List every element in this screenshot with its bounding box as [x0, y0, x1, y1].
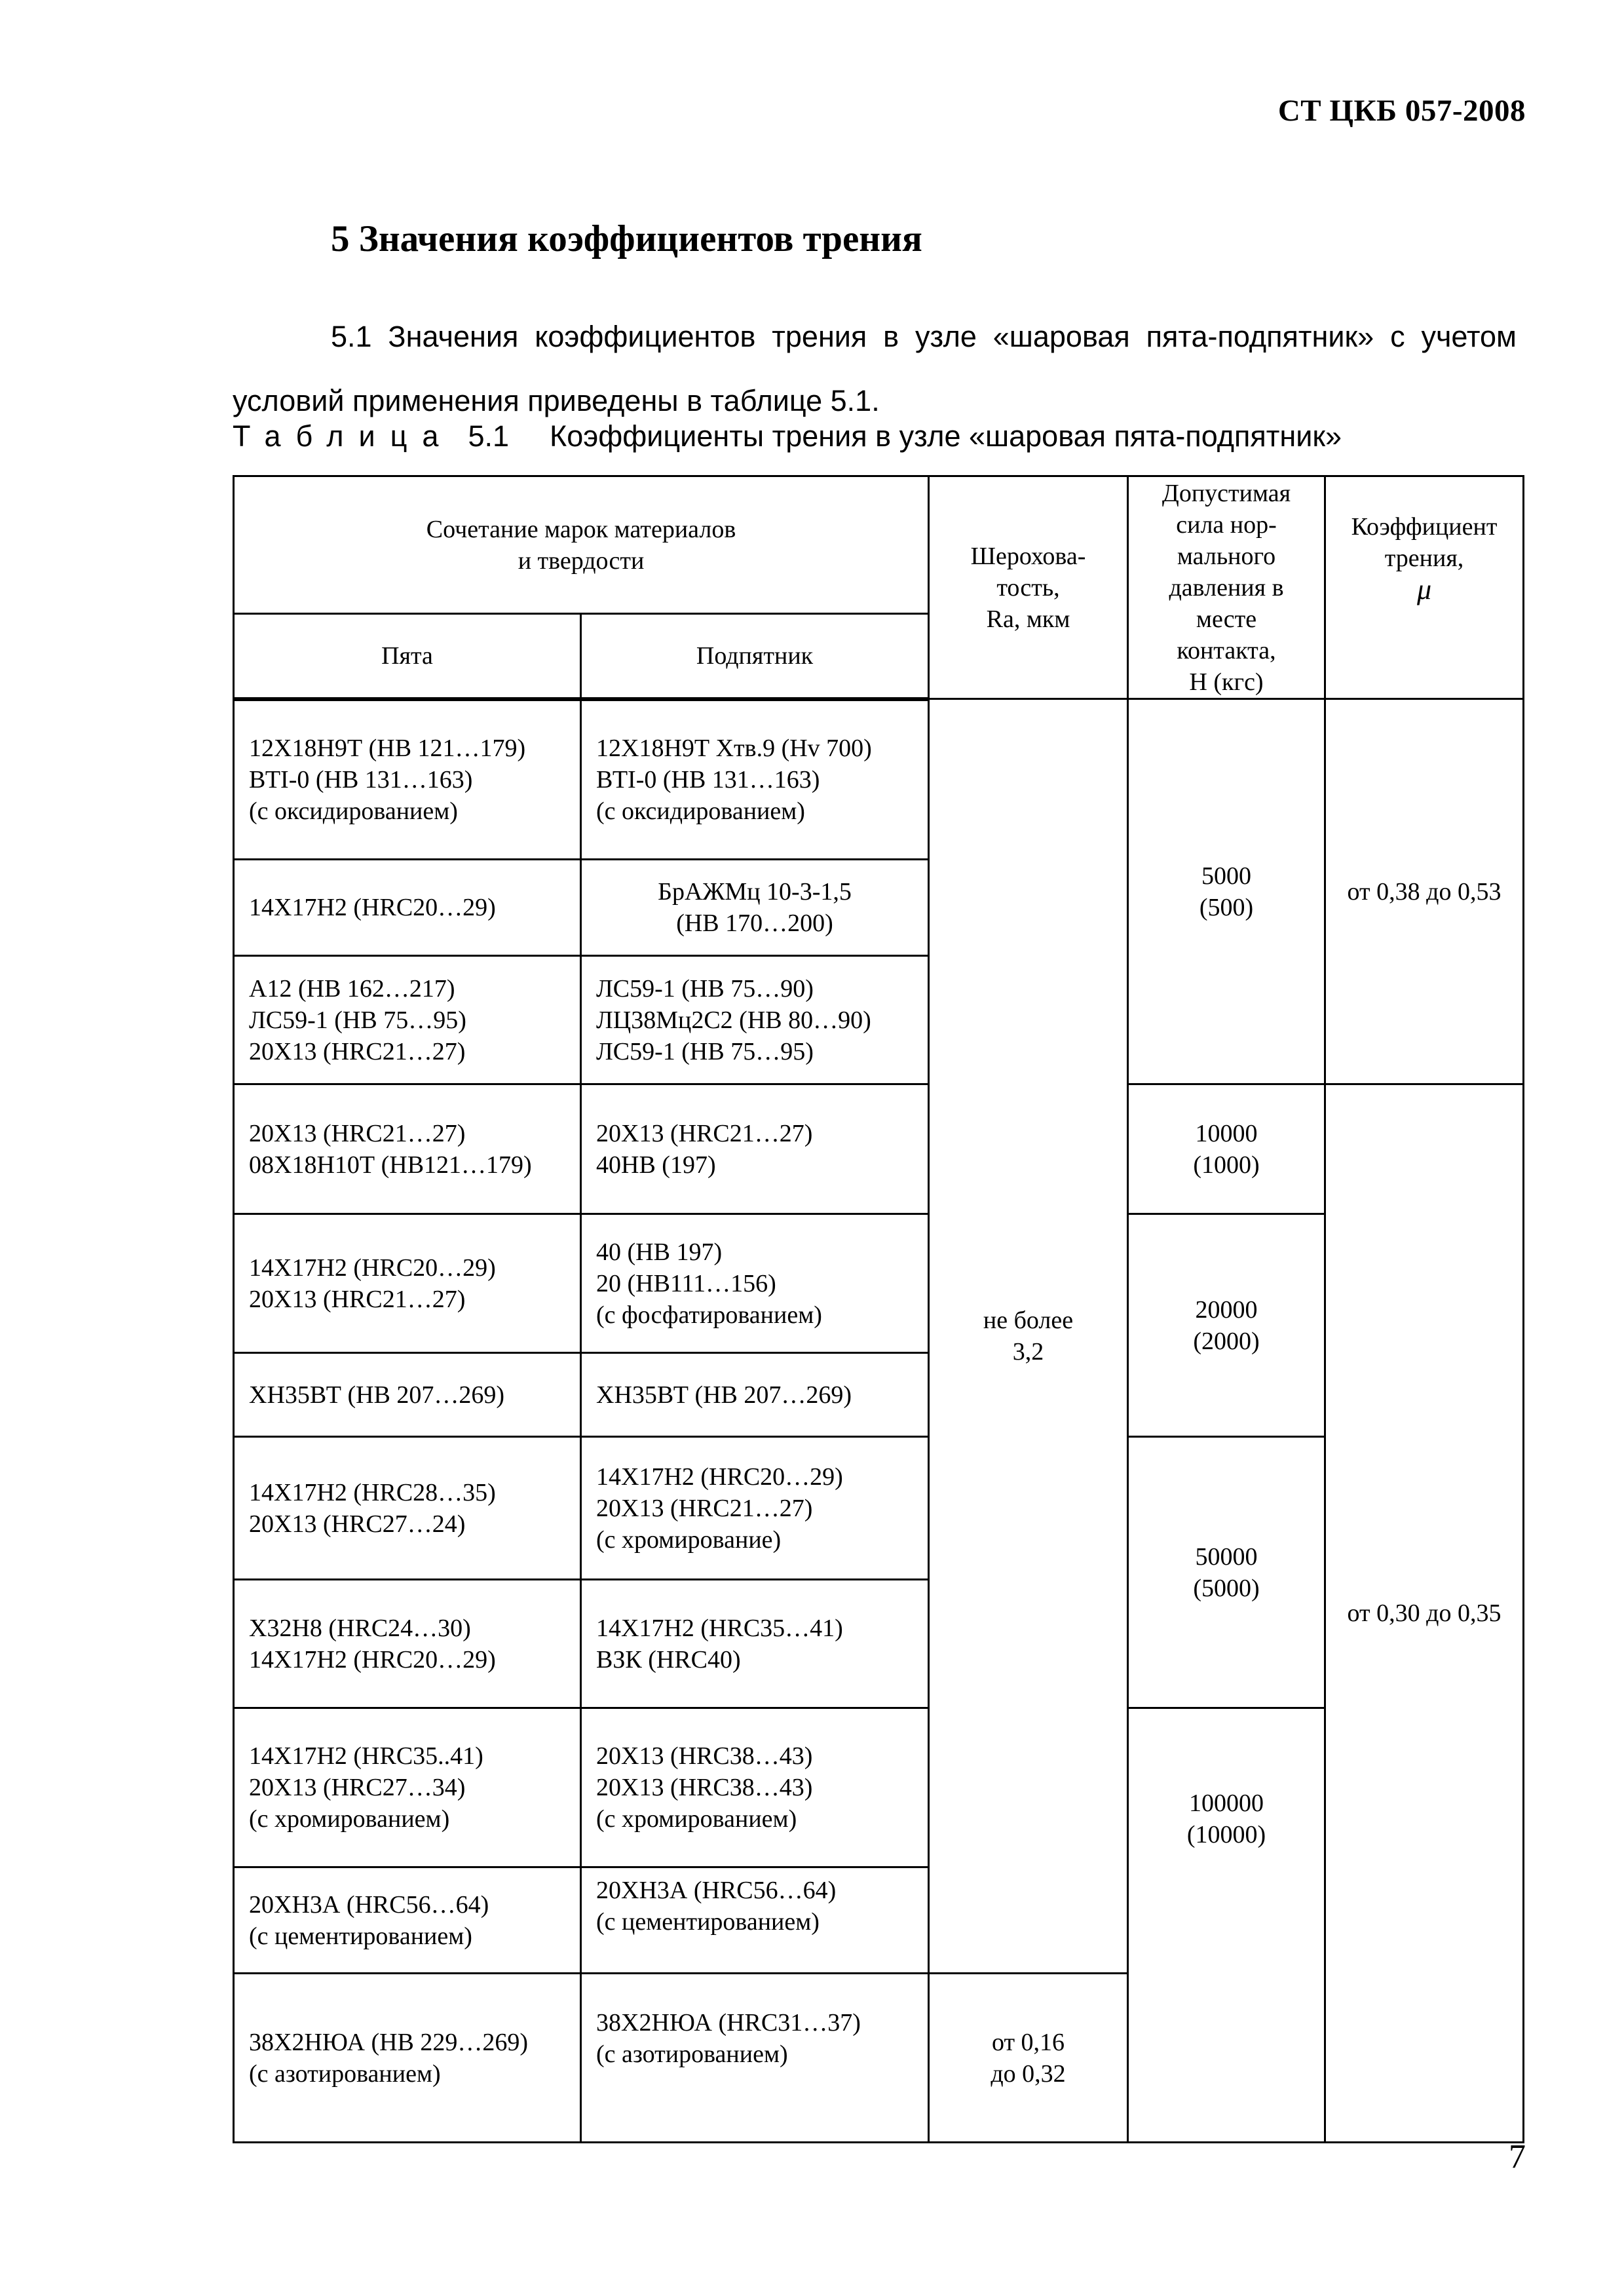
header-podpyatnik: Подпятник	[581, 614, 929, 699]
header-pressure: Допустимая сила нор- мального давления в месте контакта, Н (кгс)	[1128, 476, 1325, 699]
intro-paragraph	[233, 305, 1517, 433]
table-header-row	[234, 476, 1524, 614]
mu-symbol: μ	[1416, 573, 1432, 605]
pressure-group-2: 10000 (1000)	[1128, 1084, 1325, 1214]
table-caption-text: Коэффициенты трения в узле «шаровая пята-подпятник»	[550, 419, 1342, 453]
roughness-group-2: от 0,16 до 0,32	[929, 1974, 1128, 2143]
cell-pyata: 14Х17Н2 (HRC35..41) 20Х13 (HRC27…34) (с хромированием)	[234, 1708, 581, 1867]
pressure-group-1: 5000 (500)	[1128, 699, 1325, 1084]
header-roughness: Шерохова- тость, Ra, мкм	[929, 476, 1128, 699]
pressure-group-3: 20000 (2000)	[1128, 1214, 1325, 1437]
intro-paragraph-text: 5.1 Значения коэффициентов трения в узле «шаровая пята-подпятник» с учетом условий применения приведены в таблице 5.1.	[233, 320, 1517, 417]
table-row	[234, 1084, 1524, 1214]
coefficient-group-2: от 0,30 до 0,35	[1325, 1084, 1524, 2143]
cell-pyata: 20ХН3А (HRC56…64) (с цементированием)	[234, 1867, 581, 1974]
cell-pyata: 38Х2НЮА (НВ 229…269) (с азотированием)	[234, 1974, 581, 2143]
table-row	[234, 699, 1524, 860]
cell-podpyatnik: 20Х13 (HRC38…43) 20Х13 (HRC38…43) (с хромированием)	[581, 1708, 929, 1867]
header-materials: Сочетание марок материалов и твердости	[234, 476, 929, 614]
section-title: 5 Значения коэффициентов трения	[331, 218, 922, 259]
cell-podpyatnik: 20Х13 (HRC21…27) 40НВ (197)	[581, 1084, 929, 1214]
cell-podpyatnik: 14Х17Н2 (HRC35…41) ВЗК (HRC40)	[581, 1580, 929, 1708]
cell-podpyatnik: 14Х17Н2 (HRC20…29) 20Х13 (HRC21…27) (с хромирование)	[581, 1437, 929, 1580]
cell-podpyatnik: 40 (НВ 197) 20 (НВ111…156) (с фосфатированием)	[581, 1214, 929, 1353]
cell-podpyatnik: 12Х18Н9Т Хтв.9 (Нv 700) ВТI-0 (НВ 131…163) (с оксидированием)	[581, 699, 929, 860]
cell-pyata: 14Х17Н2 (HRC20…29) 20Х13 (HRC21…27)	[234, 1214, 581, 1353]
friction-table	[233, 475, 1524, 2143]
pressure-group-4: 50000 (5000)	[1128, 1437, 1325, 1708]
header-pyata: Пята	[234, 614, 581, 699]
page-number: 7	[1509, 2138, 1526, 2175]
pressure-group-5: 100000 (10000)	[1128, 1708, 1325, 2143]
cell-podpyatnik: 38Х2НЮА (HRC31…37) (с азотированием)	[581, 1974, 929, 2143]
table-caption-label: Таблица	[233, 419, 454, 453]
roughness-group-1: не более 3,2	[929, 699, 1128, 1974]
cell-podpyatnik: БрАЖМц 10-3-1,5 (НВ 170…200)	[581, 860, 929, 956]
cell-pyata: 12Х18Н9Т (НВ 121…179) ВТI-0 (НВ 131…163) (с оксидированием)	[234, 699, 581, 860]
cell-podpyatnik: ХН35ВТ (НВ 207…269)	[581, 1353, 929, 1437]
header-coefficient	[1325, 476, 1524, 699]
cell-podpyatnik: 20ХН3А (HRC56…64) (с цементированием)	[581, 1867, 929, 1974]
cell-podpyatnik: ЛС59-1 (НВ 75…90) ЛЦ38Мц2С2 (НВ 80…90) ЛС59-1 (НВ 75…95)	[581, 956, 929, 1084]
coefficient-group-1: от 0,38 до 0,53	[1325, 699, 1524, 1084]
table-caption-number: 5.1	[468, 419, 510, 453]
document-code: СТ ЦКБ 057-2008	[1277, 94, 1526, 128]
header-coefficient-text: Коэффициент трения,	[1351, 513, 1498, 572]
cell-pyata: 14Х17Н2 (HRC20…29)	[234, 860, 581, 956]
cell-pyata: Х32Н8 (HRC24…30) 14Х17Н2 (HRC20…29)	[234, 1580, 581, 1708]
cell-pyata: 20Х13 (HRC21…27) 08Х18Н10Т (НВ121…179)	[234, 1084, 581, 1214]
table-caption	[233, 419, 1342, 453]
cell-pyata: 14Х17Н2 (HRC28…35) 20Х13 (HRC27…24)	[234, 1437, 581, 1580]
cell-pyata: ХН35ВТ (НВ 207…269)	[234, 1353, 581, 1437]
cell-pyata: А12 (НВ 162…217) ЛС59-1 (НВ 75…95) 20Х13 (HRC21…27)	[234, 956, 581, 1084]
